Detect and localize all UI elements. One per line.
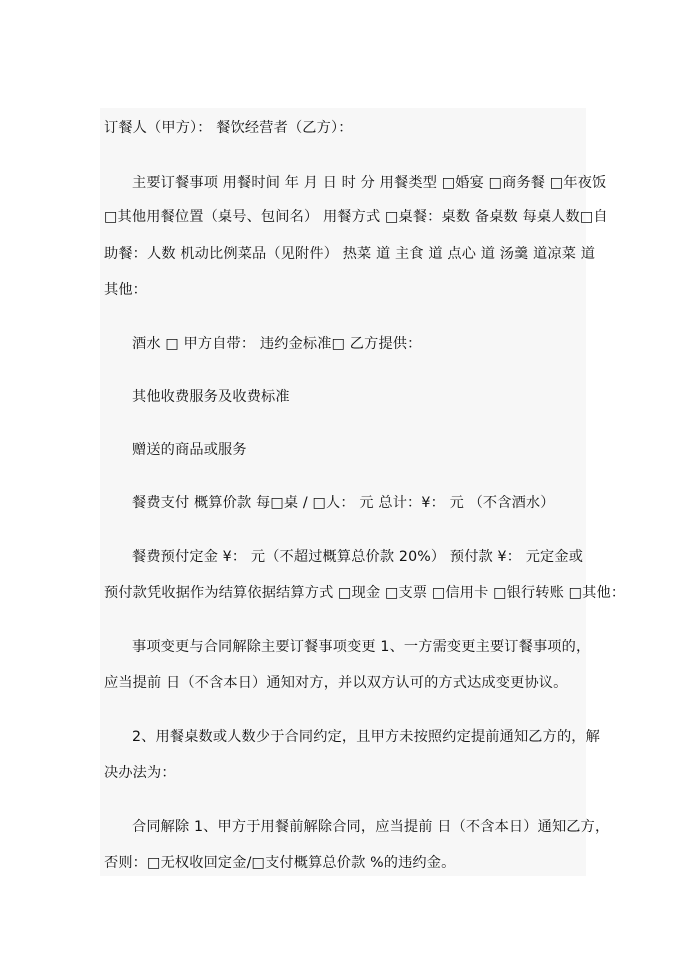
- paragraph-termination-line-2: 否则：□无权收回定金/□支付概算总价款 %的违约金。: [104, 855, 456, 871]
- paragraph-parties: 订餐人（甲方）： 餐饮经营者（乙方）：: [104, 120, 353, 136]
- paragraph-main-items-line-4: 其他：: [104, 282, 148, 298]
- paragraph-main-items-line-3: 助餐：人数 机动比例菜品（见附件） 热菜 道 主食 道 点心 道 汤羹 道凉菜 道: [104, 246, 596, 262]
- paragraph-payment: 餐费支付 概算价款 每□桌 / □人： 元 总计：¥： 元 （不含酒水）: [132, 495, 555, 511]
- paragraph-other-services: 其他收费服务及收费标准: [132, 389, 290, 405]
- paragraph-main-items-line-2: □其他用餐位置（桌号、包间名） 用餐方式 □桌餐：桌数 备桌数 每桌人数□自: [104, 209, 608, 225]
- paragraph-drinks: 酒水 □ 甲方自带： 违约金标准□ 乙方提供：: [132, 336, 422, 352]
- paragraph-deposit-line-1: 餐费预付定金 ¥： 元（不超过概算总价款 20%） 预付款 ¥： 元定金或: [132, 549, 584, 565]
- paragraph-deposit-line-2: 预付款凭收据作为结算依据结算方式 □现金 □支票 □信用卡 □银行转账 □其他：: [104, 585, 626, 601]
- paragraph-gifts: 赠送的商品或服务: [132, 442, 247, 458]
- paragraph-reduction-line-2: 决办法为：: [104, 765, 176, 781]
- paragraph-reduction-line-1: 2、用餐桌数或人数少于合同约定，且甲方未按照约定提前通知乙方的，解: [132, 729, 600, 745]
- paragraph-changes-line-1: 事项变更与合同解除主要订餐事项变更 1、一方需变更主要订餐事项的，: [132, 639, 591, 655]
- paragraph-termination-line-1: 合同解除 1、甲方于用餐前解除合同，应当提前 日（不含本日）通知乙方，: [132, 819, 610, 835]
- paragraph-main-items-line-1: 主要订餐事项 用餐时间 年 月 日 时 分 用餐类型 □婚宴 □商务餐 □年夜饭: [132, 175, 607, 191]
- paragraph-changes-line-2: 应当提前 日（不含本日）通知对方，并以双方认可的方式达成变更协议。: [104, 675, 568, 691]
